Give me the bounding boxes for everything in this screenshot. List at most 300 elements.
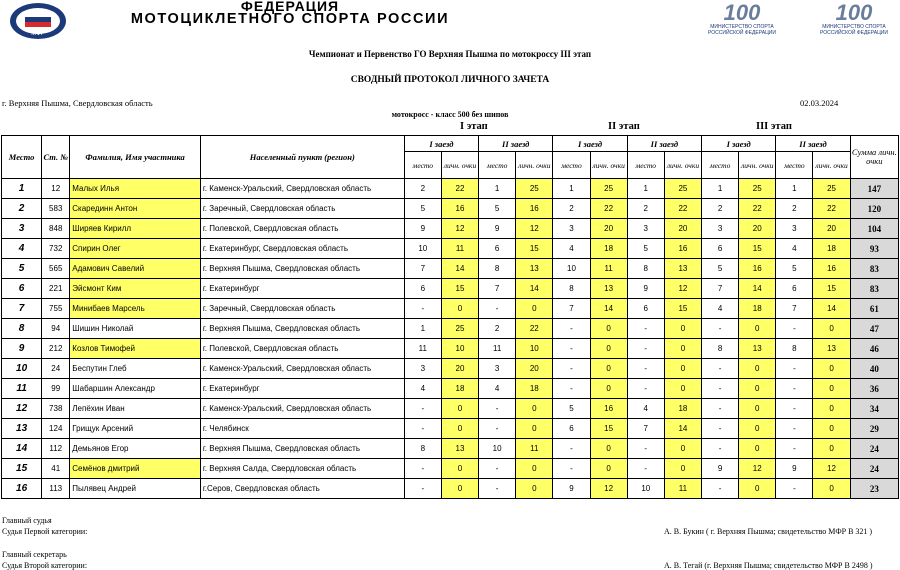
cell-points: 15 xyxy=(590,419,627,439)
cell-points: 10 xyxy=(441,339,478,359)
mfr-logo-text: МФР xyxy=(31,31,45,37)
cell-position: 11 xyxy=(479,339,516,359)
cell-points: 0 xyxy=(664,379,701,399)
cell-position: 10 xyxy=(479,439,516,459)
cell-points: 0 xyxy=(813,399,850,419)
cell-position: 1 xyxy=(553,179,590,199)
cell-position: 5 xyxy=(627,239,664,259)
cell-name: Козлов Тимофей xyxy=(70,339,201,359)
cell-position: - xyxy=(479,399,516,419)
table-row xyxy=(2,359,899,379)
cell-points: 0 xyxy=(441,479,478,499)
cell-sum: 147 xyxy=(850,179,898,199)
cell-position: 3 xyxy=(702,219,739,239)
cell-place: 14 xyxy=(2,439,42,459)
cell-points: 0 xyxy=(813,479,850,499)
cell-position: 8 xyxy=(702,339,739,359)
cell-position: - xyxy=(776,479,813,499)
cell-points: 14 xyxy=(739,279,776,299)
cell-name: Минибаев Марсель xyxy=(70,299,201,319)
cell-points: 0 xyxy=(664,319,701,339)
cell-position: 4 xyxy=(776,239,813,259)
cell-position: 5 xyxy=(404,199,441,219)
ministry-caption: МИНИСТЕРСТВО СПОРТА РОССИЙСКОЙ ФЕДЕРАЦИИ xyxy=(820,24,888,36)
col-race: II заезд xyxy=(776,136,850,152)
table-row xyxy=(2,439,899,459)
results-table xyxy=(1,135,899,499)
cell-region: г. Каменск-Уральский, Свердловская область xyxy=(200,179,404,199)
cell-position: - xyxy=(479,299,516,319)
cell-points: 22 xyxy=(516,319,553,339)
cell-position: 11 xyxy=(404,339,441,359)
mfr-logo xyxy=(8,2,68,40)
federation-line2: МОТОЦИКЛЕТНОГО СПОРТА РОССИИ xyxy=(130,11,450,27)
cell-position: 9 xyxy=(627,279,664,299)
cell-number: 41 xyxy=(42,459,70,479)
cell-place: 7 xyxy=(2,299,42,319)
cell-points: 25 xyxy=(739,179,776,199)
cell-position: 2 xyxy=(702,199,739,219)
table-row xyxy=(2,259,899,279)
cell-region: г. Полевской, Свердловская область xyxy=(200,219,404,239)
cell-points: 18 xyxy=(516,379,553,399)
cell-points: 12 xyxy=(739,459,776,479)
cell-place: 9 xyxy=(2,339,42,359)
cell-points: 14 xyxy=(441,259,478,279)
chief-judge-name: А. В. Букин ( г. Верхняя Пышма; свидетельство МФР В 321 ) xyxy=(664,527,873,536)
col-race: I заезд xyxy=(553,136,627,152)
col-place: Место xyxy=(2,136,42,179)
cell-position: 9 xyxy=(553,479,590,499)
col-region: Населенный пункт (регион) xyxy=(200,136,404,179)
col-position: место xyxy=(776,152,813,179)
cell-points: 20 xyxy=(813,219,850,239)
cell-position: 2 xyxy=(404,179,441,199)
cell-position: 2 xyxy=(479,319,516,339)
ministry-badge: 100 xyxy=(835,0,873,25)
cell-position: - xyxy=(553,379,590,399)
ministry-logo-1 xyxy=(702,2,782,36)
ministry-caption: МИНИСТЕРСТВО СПОРТА РОССИЙСКОЙ ФЕДЕРАЦИИ xyxy=(708,24,776,36)
cell-number: 212 xyxy=(42,339,70,359)
cell-region: г. Екатеринбург, Свердловская область xyxy=(200,239,404,259)
cell-points: 12 xyxy=(664,279,701,299)
cell-number: 755 xyxy=(42,299,70,319)
cell-position: - xyxy=(627,459,664,479)
table-row xyxy=(2,279,899,299)
cell-position: 6 xyxy=(479,239,516,259)
cell-points: 0 xyxy=(590,459,627,479)
table-row xyxy=(2,299,899,319)
cell-position: 9 xyxy=(479,219,516,239)
cell-points: 22 xyxy=(441,179,478,199)
federation-line1: ФЕДЕРАЦИЯ xyxy=(240,0,340,14)
cell-points: 12 xyxy=(516,219,553,239)
cell-position: 7 xyxy=(776,299,813,319)
cell-points: 22 xyxy=(739,199,776,219)
cell-number: 113 xyxy=(42,479,70,499)
cell-place: 6 xyxy=(2,279,42,299)
col-number: Ст. № xyxy=(42,136,70,179)
cell-sum: 120 xyxy=(850,199,898,219)
cell-position: 6 xyxy=(404,279,441,299)
cell-position: 9 xyxy=(776,459,813,479)
chief-judge-title: Главный судья xyxy=(2,516,52,525)
cell-position: 8 xyxy=(627,259,664,279)
cell-position: - xyxy=(627,379,664,399)
cell-points: 20 xyxy=(590,219,627,239)
cell-position: - xyxy=(553,459,590,479)
cell-points: 0 xyxy=(739,399,776,419)
cell-position: 5 xyxy=(553,399,590,419)
stage-3-label: III этап xyxy=(756,121,792,132)
cell-position: 7 xyxy=(702,279,739,299)
col-points: личн. очки xyxy=(516,152,553,179)
cell-sum: 40 xyxy=(850,359,898,379)
cell-position: 6 xyxy=(553,419,590,439)
cell-place: 13 xyxy=(2,419,42,439)
cell-points: 16 xyxy=(441,199,478,219)
cell-region: г. Верхняя Пышма, Свердловская область xyxy=(200,259,404,279)
cell-region: г. Каменск-Уральский, Свердловская область xyxy=(200,399,404,419)
cell-position: 10 xyxy=(404,239,441,259)
cell-points: 0 xyxy=(516,479,553,499)
cell-points: 22 xyxy=(813,199,850,219)
cell-name: Пылявец Андрей xyxy=(70,479,201,499)
cell-name: Беспутин Глеб xyxy=(70,359,201,379)
cell-points: 10 xyxy=(516,339,553,359)
cell-position: 2 xyxy=(627,199,664,219)
cell-position: 7 xyxy=(627,419,664,439)
class-name: мотокросс - класс 500 без шипов xyxy=(391,110,509,119)
cell-position: - xyxy=(776,439,813,459)
col-points: личн. очки xyxy=(664,152,701,179)
cell-place: 1 xyxy=(2,179,42,199)
cell-place: 11 xyxy=(2,379,42,399)
cell-points: 0 xyxy=(516,299,553,319)
cell-points: 0 xyxy=(664,439,701,459)
cell-position: 4 xyxy=(553,239,590,259)
chief-judge-category: Судья Первой категории: xyxy=(2,527,88,536)
cell-place: 16 xyxy=(2,479,42,499)
cell-points: 0 xyxy=(664,339,701,359)
cell-points: 18 xyxy=(441,379,478,399)
stage-1-label: I этап xyxy=(460,121,488,132)
cell-place: 10 xyxy=(2,359,42,379)
secretary-title: Главный секретарь xyxy=(2,550,67,559)
cell-position: - xyxy=(404,479,441,499)
cell-position: 6 xyxy=(702,239,739,259)
cell-place: 3 xyxy=(2,219,42,239)
cell-points: 0 xyxy=(739,319,776,339)
cell-position: - xyxy=(627,339,664,359)
cell-points: 16 xyxy=(739,259,776,279)
cell-points: 0 xyxy=(739,439,776,459)
col-points: личн. очки xyxy=(441,152,478,179)
cell-position: 6 xyxy=(627,299,664,319)
cell-position: 7 xyxy=(404,259,441,279)
cell-position: 10 xyxy=(553,259,590,279)
cell-region: г. Екатеринбург xyxy=(200,279,404,299)
cell-points: 0 xyxy=(739,479,776,499)
cell-points: 18 xyxy=(813,239,850,259)
cell-points: 25 xyxy=(441,319,478,339)
cell-points: 0 xyxy=(441,419,478,439)
cell-sum: 83 xyxy=(850,279,898,299)
cell-points: 0 xyxy=(664,359,701,379)
cell-points: 0 xyxy=(813,319,850,339)
stage-2-label: II этап xyxy=(608,121,640,132)
cell-place: 5 xyxy=(2,259,42,279)
cell-position: - xyxy=(702,319,739,339)
cell-points: 22 xyxy=(590,199,627,219)
col-position: место xyxy=(627,152,664,179)
cell-points: 0 xyxy=(590,439,627,459)
cell-position: 7 xyxy=(479,279,516,299)
cell-points: 18 xyxy=(590,239,627,259)
cell-position: 3 xyxy=(776,219,813,239)
cell-sum: 83 xyxy=(850,259,898,279)
cell-points: 11 xyxy=(664,479,701,499)
cell-name: Скарединн Антон xyxy=(70,199,201,219)
protocol-title: СВОДНЫЙ ПРОТОКОЛ ЛИЧНОГО ЗАЧЕТА xyxy=(350,75,550,85)
cell-points: 25 xyxy=(664,179,701,199)
cell-points: 11 xyxy=(590,259,627,279)
cell-position: - xyxy=(776,359,813,379)
cell-points: 20 xyxy=(441,359,478,379)
cell-position: 2 xyxy=(553,199,590,219)
cell-position: - xyxy=(404,399,441,419)
cell-position: - xyxy=(627,359,664,379)
cell-points: 16 xyxy=(590,399,627,419)
cell-points: 13 xyxy=(441,439,478,459)
cell-region: г. Каменск-Уральский, Свердловская область xyxy=(200,359,404,379)
cell-region: г.Серов, Свердловская область xyxy=(200,479,404,499)
table-row xyxy=(2,199,899,219)
cell-position: - xyxy=(553,439,590,459)
cell-position: 8 xyxy=(553,279,590,299)
cell-position: 2 xyxy=(776,199,813,219)
cell-points: 0 xyxy=(590,339,627,359)
cell-points: 13 xyxy=(590,279,627,299)
table-row xyxy=(2,239,899,259)
cell-position: 4 xyxy=(627,399,664,419)
cell-position: - xyxy=(702,399,739,419)
cell-points: 20 xyxy=(664,219,701,239)
cell-points: 11 xyxy=(516,439,553,459)
cell-points: 0 xyxy=(590,359,627,379)
col-points: личн. очки xyxy=(739,152,776,179)
cell-region: г. Заречный, Свердловская область xyxy=(200,299,404,319)
cell-number: 12 xyxy=(42,179,70,199)
cell-points: 16 xyxy=(664,239,701,259)
cell-points: 22 xyxy=(664,199,701,219)
table-row xyxy=(2,419,899,439)
cell-points: 13 xyxy=(516,259,553,279)
cell-position: - xyxy=(702,439,739,459)
cell-position: 3 xyxy=(553,219,590,239)
cell-position: 9 xyxy=(404,219,441,239)
cell-points: 0 xyxy=(516,399,553,419)
cell-points: 12 xyxy=(441,219,478,239)
cell-points: 20 xyxy=(739,219,776,239)
cell-points: 18 xyxy=(664,399,701,419)
cell-position: - xyxy=(702,419,739,439)
cell-place: 4 xyxy=(2,239,42,259)
cell-sum: 36 xyxy=(850,379,898,399)
cell-number: 124 xyxy=(42,419,70,439)
cell-points: 0 xyxy=(739,359,776,379)
col-race: II заезд xyxy=(479,136,553,152)
cell-position: 1 xyxy=(479,179,516,199)
cell-name: Эйсмонт Ким xyxy=(70,279,201,299)
cell-points: 0 xyxy=(813,379,850,399)
cell-sum: 93 xyxy=(850,239,898,259)
cell-position: 4 xyxy=(702,299,739,319)
cell-position: 8 xyxy=(776,339,813,359)
cell-region: г. Верхняя Салда, Свердловская область xyxy=(200,459,404,479)
cell-position: 5 xyxy=(702,259,739,279)
cell-points: 0 xyxy=(590,319,627,339)
ministry-logo-2 xyxy=(814,2,894,36)
cell-position: 10 xyxy=(627,479,664,499)
cell-points: 0 xyxy=(739,379,776,399)
col-position: место xyxy=(404,152,441,179)
cell-points: 25 xyxy=(590,179,627,199)
cell-points: 0 xyxy=(441,459,478,479)
table-row xyxy=(2,399,899,419)
col-name: Фамилия, Имя участника xyxy=(70,136,201,179)
cell-name: Ширяев Кирилл xyxy=(70,219,201,239)
cell-position: 4 xyxy=(479,379,516,399)
cell-position: 8 xyxy=(404,439,441,459)
col-position: место xyxy=(553,152,590,179)
cell-region: г. Верхняя Пышма, Свердловская область xyxy=(200,319,404,339)
cell-sum: 24 xyxy=(850,459,898,479)
event-location: г. Верхняя Пышма, Свердловская область xyxy=(2,98,153,108)
cell-position: 3 xyxy=(404,359,441,379)
cell-points: 15 xyxy=(516,239,553,259)
cell-points: 15 xyxy=(441,279,478,299)
col-race: I заезд xyxy=(404,136,478,152)
cell-points: 0 xyxy=(516,459,553,479)
cell-name: Адамович Савелий xyxy=(70,259,201,279)
cell-position: - xyxy=(404,419,441,439)
cell-position: 1 xyxy=(776,179,813,199)
cell-position: - xyxy=(553,339,590,359)
cell-position: - xyxy=(479,419,516,439)
cell-sum: 29 xyxy=(850,419,898,439)
cell-points: 0 xyxy=(590,379,627,399)
col-race: II заезд xyxy=(627,136,701,152)
cell-position: - xyxy=(404,459,441,479)
cell-points: 0 xyxy=(739,419,776,439)
cell-position: 5 xyxy=(479,199,516,219)
cell-name: Лепёхин Иван xyxy=(70,399,201,419)
ministry-badge: 100 xyxy=(723,0,761,25)
table-row xyxy=(2,339,899,359)
event-title: Чемпионат и Первенство ГО Верхняя Пышма по мотокроссу III этап xyxy=(308,49,592,59)
cell-position: - xyxy=(404,299,441,319)
cell-number: 99 xyxy=(42,379,70,399)
cell-position: 9 xyxy=(702,459,739,479)
cell-position: 1 xyxy=(627,179,664,199)
cell-number: 848 xyxy=(42,219,70,239)
cell-place: 12 xyxy=(2,399,42,419)
cell-region: г. Верхняя Пышма, Свердловская область xyxy=(200,439,404,459)
table-row xyxy=(2,459,899,479)
cell-points: 14 xyxy=(664,419,701,439)
cell-points: 20 xyxy=(516,359,553,379)
table-row xyxy=(2,179,899,199)
cell-region: г. Челябинск xyxy=(200,419,404,439)
cell-points: 25 xyxy=(813,179,850,199)
cell-place: 8 xyxy=(2,319,42,339)
cell-number: 112 xyxy=(42,439,70,459)
cell-sum: 23 xyxy=(850,479,898,499)
secretary-name: А. В. Тегай (г. Верхняя Пышма; свидетельство МФР В 2498 ) xyxy=(664,561,873,570)
cell-position: - xyxy=(553,359,590,379)
cell-name: Малых Илья xyxy=(70,179,201,199)
cell-points: 12 xyxy=(813,459,850,479)
cell-points: 13 xyxy=(664,259,701,279)
cell-points: 12 xyxy=(590,479,627,499)
cell-position: - xyxy=(776,419,813,439)
cell-sum: 34 xyxy=(850,399,898,419)
cell-sum: 24 xyxy=(850,439,898,459)
cell-number: 732 xyxy=(42,239,70,259)
cell-points: 18 xyxy=(739,299,776,319)
cell-position: 3 xyxy=(627,219,664,239)
cell-position: - xyxy=(627,319,664,339)
cell-position: 6 xyxy=(776,279,813,299)
cell-points: 13 xyxy=(813,339,850,359)
cell-position: - xyxy=(776,319,813,339)
cell-position: - xyxy=(702,379,739,399)
table-row xyxy=(2,319,899,339)
cell-place: 15 xyxy=(2,459,42,479)
cell-points: 16 xyxy=(813,259,850,279)
cell-points: 11 xyxy=(441,239,478,259)
cell-points: 25 xyxy=(516,179,553,199)
cell-number: 565 xyxy=(42,259,70,279)
cell-number: 24 xyxy=(42,359,70,379)
table-row xyxy=(2,219,899,239)
col-sum: Сумма личн. очки xyxy=(850,136,898,179)
cell-points: 14 xyxy=(516,279,553,299)
cell-region: г. Заречный, Свердловская область xyxy=(200,199,404,219)
cell-region: г. Полевской, Свердловская область xyxy=(200,339,404,359)
cell-position: 7 xyxy=(553,299,590,319)
cell-position: 8 xyxy=(479,259,516,279)
cell-number: 583 xyxy=(42,199,70,219)
cell-name: Семёнов дмитрий xyxy=(70,459,201,479)
cell-points: 15 xyxy=(739,239,776,259)
cell-points: 15 xyxy=(664,299,701,319)
table-row xyxy=(2,479,899,499)
cell-points: 0 xyxy=(516,419,553,439)
cell-place: 2 xyxy=(2,199,42,219)
col-position: место xyxy=(479,152,516,179)
cell-position: 5 xyxy=(776,259,813,279)
cell-points: 13 xyxy=(739,339,776,359)
cell-points: 15 xyxy=(813,279,850,299)
cell-sum: 46 xyxy=(850,339,898,359)
cell-number: 94 xyxy=(42,319,70,339)
cell-number: 738 xyxy=(42,399,70,419)
cell-sum: 104 xyxy=(850,219,898,239)
cell-name: Шабаршин Александр xyxy=(70,379,201,399)
